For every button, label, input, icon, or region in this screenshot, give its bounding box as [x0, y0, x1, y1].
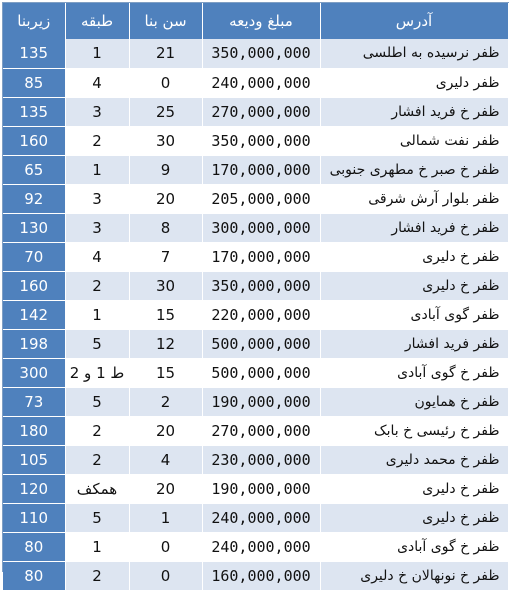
- address-cell: ظفر خ دلیری: [320, 474, 508, 503]
- table-row: [3, 242, 508, 271]
- area-cell: 130: [3, 213, 65, 242]
- area-cell: 120: [3, 474, 65, 503]
- age-cell: 2: [129, 387, 202, 416]
- deposit-cell: 270,000,000: [202, 416, 320, 445]
- area-cell: 73: [3, 387, 65, 416]
- area-cell: 180: [3, 416, 65, 445]
- area-cell: 80: [3, 532, 65, 561]
- area-cell: 105: [3, 445, 65, 474]
- deposit-cell: 350,000,000: [202, 271, 320, 300]
- deposit-cell: 205,000,000: [202, 184, 320, 213]
- area-cell: 110: [3, 503, 65, 532]
- deposit-cell: 160,000,000: [202, 561, 320, 590]
- address-cell: ظفر نفت شمالی: [320, 126, 508, 155]
- address-cell: ظفر خ فرید افشار: [320, 213, 508, 242]
- header-floor: طبقه: [65, 3, 129, 39]
- table-row: [3, 271, 508, 300]
- age-cell: 0: [129, 561, 202, 590]
- area-cell: 85: [3, 68, 65, 97]
- age-cell: 20: [129, 474, 202, 503]
- deposit-cell: 350,000,000: [202, 126, 320, 155]
- table-row: [3, 155, 508, 184]
- floor-cell: 3: [65, 97, 129, 126]
- table-row: [3, 300, 508, 329]
- area-cell: 92: [3, 184, 65, 213]
- age-cell: 4: [129, 445, 202, 474]
- area-cell: 135: [3, 39, 65, 68]
- address-cell: ظفر نرسیده به اطلسی: [320, 39, 508, 68]
- age-cell: 21: [129, 39, 202, 68]
- area-cell: 160: [3, 271, 65, 300]
- area-cell: 160: [3, 126, 65, 155]
- area-cell: 300: [3, 358, 65, 387]
- floor-cell: 2: [65, 561, 129, 590]
- floor-cell: ط 1 و 2: [65, 358, 129, 387]
- address-cell: ظفر خ نونهالان خ دلیری: [320, 561, 508, 590]
- area-cell: 135: [3, 97, 65, 126]
- area-cell: 65: [3, 155, 65, 184]
- floor-cell: 4: [65, 242, 129, 271]
- address-cell: ظفر خ صبر خ مطهری جنوبی: [320, 155, 508, 184]
- address-cell: ظفر خ گوی آبادی: [320, 358, 508, 387]
- floor-cell: 1: [65, 39, 129, 68]
- deposit-cell: 500,000,000: [202, 329, 320, 358]
- table-row: [3, 503, 508, 532]
- age-cell: 20: [129, 416, 202, 445]
- table-row: [3, 39, 508, 68]
- table-row: [3, 532, 508, 561]
- table-row: [3, 445, 508, 474]
- deposit-cell: 170,000,000: [202, 242, 320, 271]
- deposit-cell: 300,000,000: [202, 213, 320, 242]
- table-row: [3, 97, 508, 126]
- age-cell: 7: [129, 242, 202, 271]
- address-cell: ظفر گوی آبادی: [320, 300, 508, 329]
- address-cell: ظفر خ دلیری: [320, 271, 508, 300]
- deposit-cell: 240,000,000: [202, 68, 320, 97]
- table-row: [3, 561, 508, 590]
- area-cell: 80: [3, 561, 65, 590]
- table-row: [3, 474, 508, 503]
- area-cell: 198: [3, 329, 65, 358]
- age-cell: 30: [129, 126, 202, 155]
- header-address: آدرس: [320, 3, 508, 39]
- age-cell: 15: [129, 300, 202, 329]
- deposit-cell: 350,000,000: [202, 39, 320, 68]
- floor-cell: 1: [65, 532, 129, 561]
- deposit-cell: 190,000,000: [202, 387, 320, 416]
- age-cell: 15: [129, 358, 202, 387]
- header-row: [3, 3, 508, 39]
- area-cell: 142: [3, 300, 65, 329]
- deposit-cell: 230,000,000: [202, 445, 320, 474]
- floor-cell: 2: [65, 416, 129, 445]
- deposit-cell: 270,000,000: [202, 97, 320, 126]
- age-cell: 20: [129, 184, 202, 213]
- table-row: [3, 213, 508, 242]
- floor-cell: 2: [65, 445, 129, 474]
- floor-cell: همکف: [65, 474, 129, 503]
- address-cell: ظفر بلوار آرش شرقی: [320, 184, 508, 213]
- age-cell: 8: [129, 213, 202, 242]
- address-cell: ظفر خ همایون: [320, 387, 508, 416]
- table-row: [3, 387, 508, 416]
- table-row: [3, 358, 508, 387]
- floor-cell: 3: [65, 213, 129, 242]
- listings-table: [3, 3, 509, 591]
- deposit-cell: 220,000,000: [202, 300, 320, 329]
- address-cell: ظفر دلیری: [320, 68, 508, 97]
- table-row: [3, 68, 508, 97]
- address-cell: ظفر خ رئیسی خ بابک: [320, 416, 508, 445]
- floor-cell: 2: [65, 126, 129, 155]
- age-cell: 0: [129, 68, 202, 97]
- floor-cell: 5: [65, 503, 129, 532]
- table-row: [3, 416, 508, 445]
- deposit-cell: 240,000,000: [202, 503, 320, 532]
- floor-cell: 1: [65, 300, 129, 329]
- header-area: زیربنا: [3, 3, 65, 39]
- header-deposit: مبلغ ودیعه: [202, 3, 320, 39]
- address-cell: ظفر خ دلیری: [320, 503, 508, 532]
- address-cell: ظفر فرید افشار: [320, 329, 508, 358]
- address-cell: ظفر خ فرید افشار: [320, 97, 508, 126]
- deposit-cell: 190,000,000: [202, 474, 320, 503]
- age-cell: 9: [129, 155, 202, 184]
- deposit-cell: 500,000,000: [202, 358, 320, 387]
- listings-table-frame: [2, 2, 509, 585]
- deposit-cell: 170,000,000: [202, 155, 320, 184]
- age-cell: 1: [129, 503, 202, 532]
- address-cell: ظفر خ محمد دلیری: [320, 445, 508, 474]
- floor-cell: 2: [65, 271, 129, 300]
- table-body: [3, 39, 508, 590]
- floor-cell: 1: [65, 155, 129, 184]
- header-age: سن بنا: [129, 3, 202, 39]
- table-row: [3, 184, 508, 213]
- floor-cell: 5: [65, 329, 129, 358]
- address-cell: ظفر خ گوی آبادی: [320, 532, 508, 561]
- address-cell: ظفر خ دلیری: [320, 242, 508, 271]
- age-cell: 12: [129, 329, 202, 358]
- table-header: [3, 3, 508, 39]
- table-row: [3, 126, 508, 155]
- age-cell: 25: [129, 97, 202, 126]
- age-cell: 30: [129, 271, 202, 300]
- area-cell: 70: [3, 242, 65, 271]
- floor-cell: 5: [65, 387, 129, 416]
- floor-cell: 4: [65, 68, 129, 97]
- table-row: [3, 329, 508, 358]
- deposit-cell: 240,000,000: [202, 532, 320, 561]
- age-cell: 0: [129, 532, 202, 561]
- floor-cell: 3: [65, 184, 129, 213]
